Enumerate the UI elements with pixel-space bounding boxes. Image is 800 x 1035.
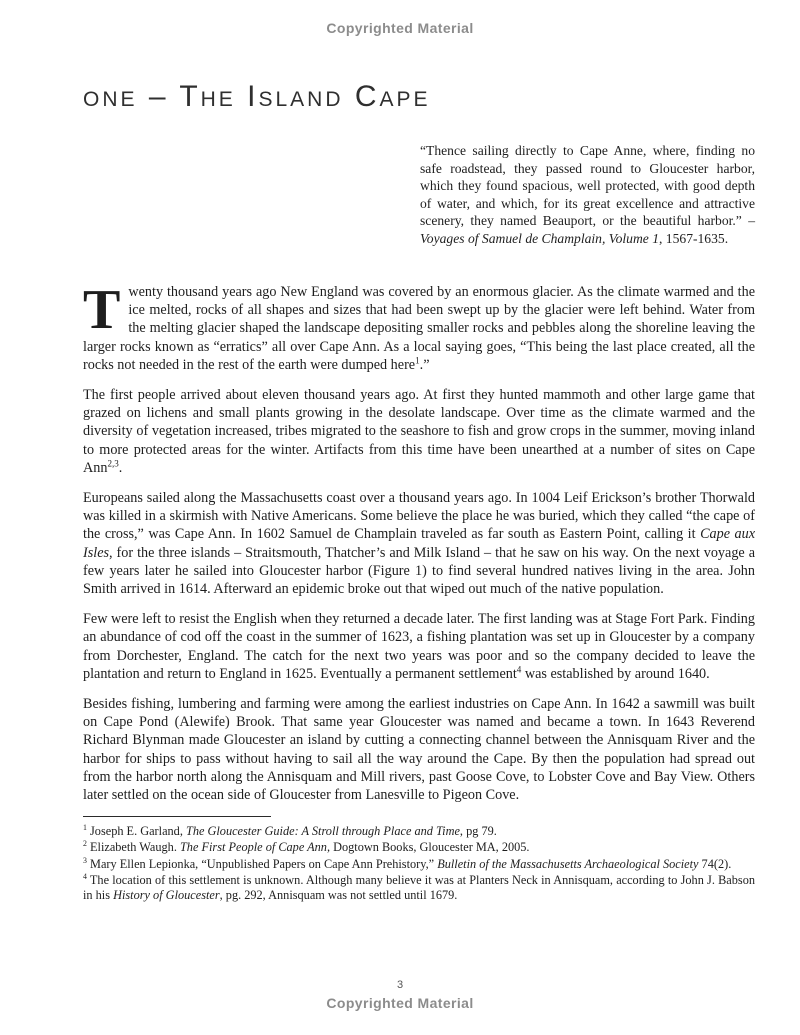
footnote-2-text: Elizabeth Waugh. The First People of Cape Ann, Dogtown Books, Gloucester MA, 2005. bbox=[86, 840, 530, 855]
chapter-title: one – The Island Cape bbox=[83, 80, 431, 113]
footnote-4 bbox=[83, 873, 755, 903]
footnote-2-marker: 2 bbox=[83, 839, 87, 849]
footnote-3 bbox=[83, 857, 755, 872]
copyright-notice-bottom: Copyrighted Material bbox=[326, 995, 474, 1011]
paragraph-english-return: Few were left to resist the English when they returned a decade later. The first landing was at Stage Fort Park. Finding an abundance of cod off the coast in the summer of 1623, a fishing plantation was set up in Gloucester by a company from Dorchester, England. The catch for the next two years was poor and so the company decided to leave the plantation and return to England in 1625. Eventually a permanent settlement$^4$ was established by around 1640. bbox=[83, 611, 755, 682]
page-number: 3 bbox=[396, 979, 404, 991]
paragraph-first-people: The first people arrived about eleven thousand years ago. At first they hunted mammoth and other large game that grazed on lichens and small plants growing in the desolate landscape. Over time as the climate warmed and the diversity of vegetation increased, tribes migrated to the seashore to fish and grow crops in the summer, moving inland to more protected areas for the winter. Artifacts from this time have been unearthed at a number of sites on Cape Ann$^{2,3}$. bbox=[83, 387, 755, 476]
footnote-3-text: Mary Ellen Lepionka, “Unpublished Papers on Cape Ann Prehistory,” Bulletin of the Massachusetts Archaeological Society 74(2). bbox=[86, 856, 732, 871]
paragraph-glacier bbox=[83, 279, 755, 374]
footnote-separator-rule bbox=[83, 816, 271, 817]
footnote-3-marker: 3 bbox=[83, 855, 87, 865]
body-text bbox=[83, 279, 755, 804]
paragraph-industries: Besides fishing, lumbering and farming were among the earliest industries on Cape Ann. In 1642 a sawmill was built on Cape Pond (Alewife) Brook. That same year Gloucester was named and became a town. In 1643 Reverend Richard Blynman made Gloucester an island by cutting a connecting channel between the Annisquam River and the harbor for ships to pass without having to sail all the way around the Cape. By then the population had spread out from the harbor north along the Annisquam and Mill rivers, past Goose Cove, to Lobster Cove and Bay View. Others later settled on the ocean side of Gloucester from Lanesville to Pigeon Cove. bbox=[83, 696, 755, 804]
paragraph-glacier-text: wenty thousand years ago New England was covered by an enormous glacier. As the climate warmed and the ice melted, rocks of all shapes and sizes that had been swept up by the glacier were left behind. Water from the melting glacier shaped the landscape depositing smaller rocks and pebbles along the shoreline leaving the larger rocks known as “erratics” all over Cape Ann. As a local saying goes, “This being the last place created, all the rocks not needed in the rest of the earth were dumped here$^1$.” bbox=[83, 284, 755, 373]
epigraph-quote: “Thence sailing directly to Cape Anne, where, finding no safe roadstead, they passed round to Gloucester harbor, which they found spacious, well protected, with good depth of water, and which, for its great excellence and attractive scenery, they named Beauport, or the beautiful harbor.” – Voyages of Samuel de Champlain, Volume 1, 1567-1635. bbox=[420, 143, 755, 246]
footnote-4-text: The location of this settlement is unknown. Although many believe it was at Planters Neck in Annisquam, according to John J. Babson in his History of Gloucester, pg. 292, Annisquam was not settled until 1679. bbox=[83, 872, 755, 903]
drop-cap-letter: T bbox=[83, 279, 121, 341]
footnote-1-marker: 1 bbox=[83, 823, 87, 833]
footnote-1-text: Joseph E. Garland, The Gloucester Guide: A Stroll through Place and Time, pg 79. bbox=[86, 824, 497, 839]
footnote-4-marker: 4 bbox=[83, 871, 87, 881]
copyright-notice-top: Copyrighted Material bbox=[326, 20, 474, 36]
footnotes-section bbox=[83, 816, 755, 903]
paragraph-europeans: Europeans sailed along the Massachusetts coast over a thousand years ago. In 1004 Leif Erickson’s brother Thorwald was killed in a skirmish with Native Americans. Some believe the place he was buried, which they called “the cape of the cross,” was Cape Ann. In 1602 Samuel de Champlain traveled as far south as Eastern Point, calling it Cape aux Isles, for the three islands – Straitsmouth, Thatcher’s and Milk Island – that he saw on his way. On the next voyage a few years later he sailed into Gloucester harbor (Figure 1) to find several hundred natives living in the area. John Smith arrived in 1614. Afterward an epidemic broke out that wiped out much of the native population. bbox=[83, 490, 755, 598]
footnote-1 bbox=[83, 824, 755, 839]
footnote-2 bbox=[83, 840, 755, 855]
